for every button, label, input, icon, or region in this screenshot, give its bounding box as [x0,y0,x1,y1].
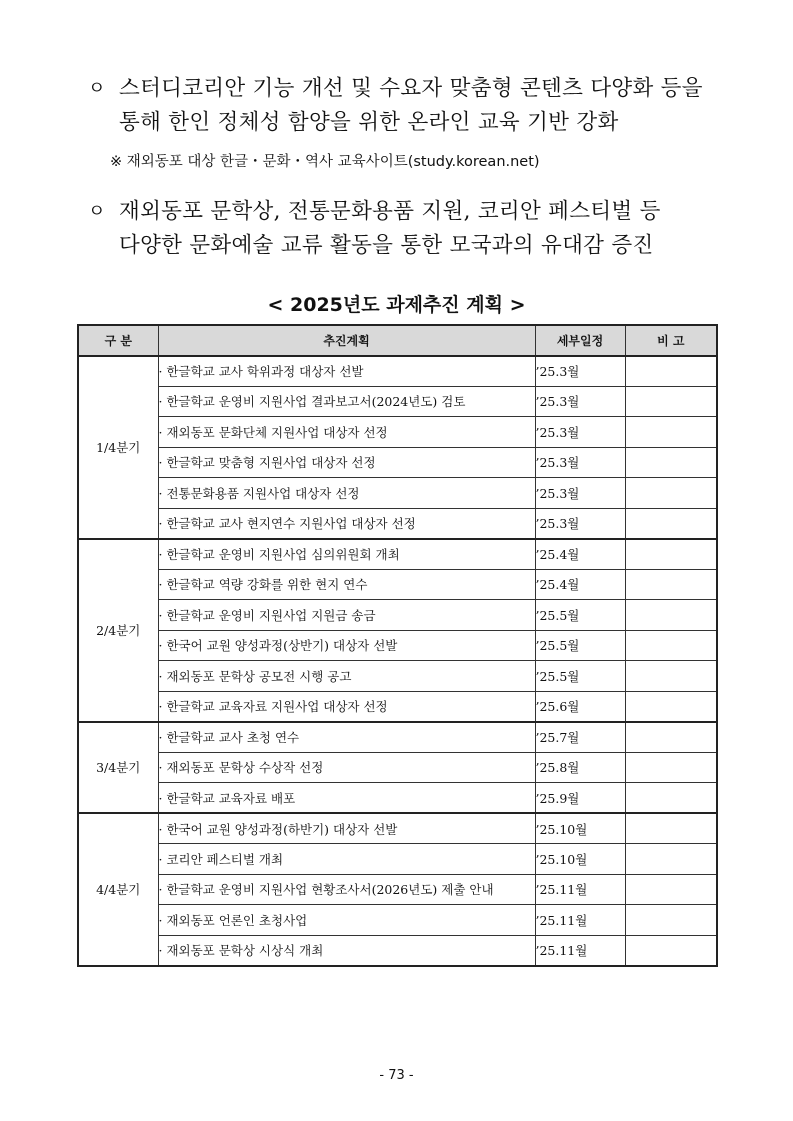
quarter-cell: 1/4분기 [78,356,158,539]
schedule-cell: ’25.3월 [535,508,625,539]
task-cell: · 한글학교 교육자료 지원사업 대상자 선정 [158,691,535,722]
task-cell: · 한글학교 역량 강화를 위한 현지 연수 [158,569,535,600]
table-row [78,874,717,905]
schedule-cell: ’25.5월 [535,630,625,661]
remarks-cell [625,661,717,692]
schedule-cell: ’25.3월 [535,417,625,448]
schedule-cell: ’25.5월 [535,661,625,692]
task-cell: · 한글학교 운영비 지원사업 지원금 송금 [158,600,535,631]
remarks-cell [625,905,717,936]
quarter-cell: 3/4분기 [78,722,158,814]
table-row [78,752,717,783]
task-cell: · 한글학교 운영비 지원사업 결과보고서(2024년도) 검토 [158,386,535,417]
schedule-cell: ’25.3월 [535,478,625,509]
task-cell: · 한글학교 교사 초청 연수 [158,722,535,753]
task-cell: · 재외동포 문학상 공모전 시행 공고 [158,661,535,692]
remarks-cell [625,844,717,875]
task-cell: · 코리안 페스티벌 개최 [158,844,535,875]
schedule-cell: ’25.3월 [535,356,625,387]
task-cell: · 한글학교 교사 현지연수 지원사업 대상자 선정 [158,508,535,539]
schedule-cell: ’25.11월 [535,874,625,905]
schedule-cell: ’25.6월 [535,691,625,722]
table-row [78,386,717,417]
remarks-cell [625,874,717,905]
table-row [78,569,717,600]
remarks-cell [625,539,717,570]
task-cell: · 전통문화용품 지원사업 대상자 선정 [158,478,535,509]
schedule-cell: ’25.11월 [535,935,625,966]
schedule-cell: ’25.9월 [535,783,625,814]
remarks-cell [625,813,717,844]
task-cell: · 한국어 교원 양성과정(하반기) 대상자 선발 [158,813,535,844]
remarks-cell [625,783,717,814]
table-row [78,508,717,539]
schedule-cell: ’25.3월 [535,386,625,417]
schedule-cell: ’25.7월 [535,722,625,753]
table-row [78,691,717,722]
bullet-line: 재외동포 문학상, 전통문화용품 지원, 코리안 페스티벌 등 [119,199,661,224]
table-row [78,783,717,814]
header-remarks: 비 고 [625,325,717,356]
table-row [78,447,717,478]
bullet-culture-exchange [88,195,738,263]
table-row [78,844,717,875]
remarks-cell [625,722,717,753]
header-schedule: 세부일정 [535,325,625,356]
table-row [78,905,717,936]
schedule-cell: ’25.11월 [535,905,625,936]
table-row [78,630,717,661]
page-number: - 73 - [379,1068,414,1083]
remarks-cell [625,630,717,661]
schedule-cell: ’25.10월 [535,813,625,844]
quarter-cell: 4/4분기 [78,813,158,966]
task-cell: · 한글학교 운영비 지원사업 심의위원회 개최 [158,539,535,570]
bullet-mark: ㅇ [88,78,106,99]
remarks-cell [625,478,717,509]
table-row [78,935,717,966]
remarks-cell [625,935,717,966]
remarks-cell [625,447,717,478]
schedule-cell: ’25.4월 [535,569,625,600]
remarks-cell [625,508,717,539]
bullet-line: 통해 한인 정체성 함양을 위한 온라인 교육 기반 강화 [119,110,619,135]
table-row [78,417,717,448]
bullet-study-korean [88,72,738,140]
header-division: 구 분 [78,325,158,356]
task-cell: · 재외동포 문화단체 지원사업 대상자 선정 [158,417,535,448]
table-row [78,722,717,753]
task-cell: · 재외동포 문학상 수상작 선정 [158,752,535,783]
table-row [78,600,717,631]
plan-table [77,324,718,967]
table-row [78,661,717,692]
bullet-mark: ㅇ [88,201,106,222]
schedule-cell: ’25.4월 [535,539,625,570]
task-cell: · 한글학교 맞춤형 지원사업 대상자 선정 [158,447,535,478]
task-cell: · 한국어 교원 양성과정(상반기) 대상자 선발 [158,630,535,661]
remarks-cell [625,752,717,783]
remarks-cell [625,691,717,722]
remarks-cell [625,600,717,631]
table-title: < 2025년도 과제추진 계획 > [267,294,526,316]
remarks-cell [625,569,717,600]
task-cell: · 재외동포 언론인 초청사업 [158,905,535,936]
table-row [78,356,717,387]
remarks-cell [625,386,717,417]
reference-note: ※ 재외동포 대상 한글・문화・역사 교육사이트(study.korean.net) [110,154,540,170]
schedule-cell: ’25.3월 [535,447,625,478]
table-row [78,539,717,570]
table-header-row [78,325,717,356]
remarks-cell [625,356,717,387]
bullet-line: 다양한 문화예술 교류 활동을 통한 모국과의 유대감 증진 [119,233,654,258]
task-cell: · 한글학교 교육자료 배포 [158,783,535,814]
remarks-cell [625,417,717,448]
header-plan: 추진계획 [158,325,535,356]
quarter-cell: 2/4분기 [78,539,158,722]
task-cell: · 재외동포 문학상 시상식 개최 [158,935,535,966]
table-row [78,478,717,509]
schedule-cell: ’25.8월 [535,752,625,783]
task-cell: · 한글학교 운영비 지원사업 현황조사서(2026년도) 제출 안내 [158,874,535,905]
task-cell: · 한글학교 교사 학위과정 대상자 선발 [158,356,535,387]
table-row [78,813,717,844]
schedule-cell: ’25.5월 [535,600,625,631]
bullet-line: 스터디코리안 기능 개선 및 수요자 맞춤형 콘텐츠 다양화 등을 [119,76,703,101]
schedule-cell: ’25.10월 [535,844,625,875]
plan-table-body [78,356,717,966]
